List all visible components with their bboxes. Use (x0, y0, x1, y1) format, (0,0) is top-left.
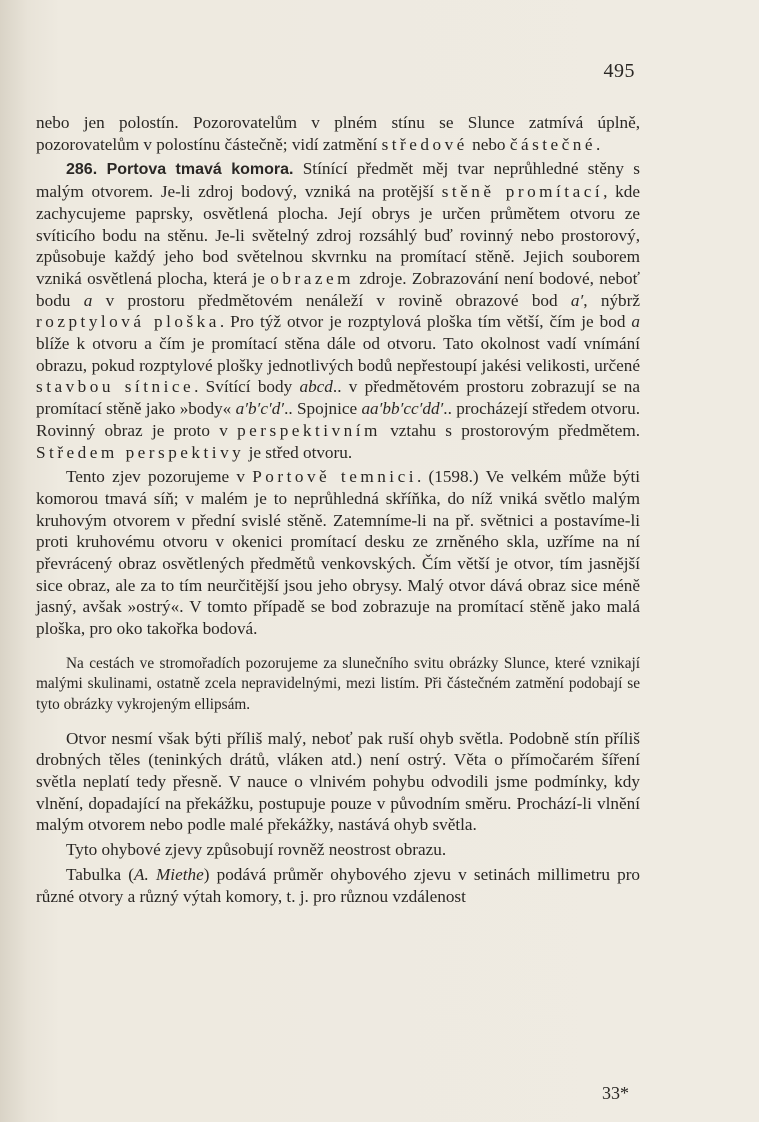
text-run: abcd (299, 377, 333, 397)
text-run: a′b′c′d′ (235, 399, 285, 419)
text-run: částečné (509, 134, 597, 154)
text-run: , nýbrž (583, 290, 640, 310)
text-run: perspektivním (237, 420, 381, 440)
text-run: a′ (570, 290, 584, 310)
text-run: .. procházejí středem otvoru. Rovinný obraz je proto v (36, 399, 640, 440)
text-run: .. v předmětovém prostoru zobrazují se na promítací stěně jako »body« (36, 377, 640, 419)
text-run: a (631, 312, 641, 332)
text-run: nebo jen polostín. Pozorovatelům v plném stínu se Slunce zatmívá úplně, pozorovatelům v polostínu částečně; vidí zatmění (36, 113, 640, 154)
text-run: Na cestách ve stromořadích pozorujeme za slunečního svitu obrázky Slunce, které vznikají malými skulinami, ostatně zcela nepravidelnými, mezi listím. Při částečném zatmění podobají se tyto obrázky vykrojeným ellipsám. (36, 654, 640, 714)
text-run: středové (381, 134, 468, 154)
text-run: . (596, 134, 601, 154)
page-number: 495 (603, 60, 635, 82)
body-text (36, 112, 640, 907)
paragraph-p4 (36, 728, 640, 837)
text-run: .. Spojnice (284, 399, 362, 419)
text-run: . Svítící body (194, 377, 300, 397)
text-run: Portově temnici (252, 467, 417, 487)
paragraph-p5 (36, 839, 640, 861)
paragraph-p6 (36, 864, 640, 907)
text-run: blíže k otvoru a čím je promítací stěna dále od otvoru. Tato okolnost vadí vnímání obrazu, pokud rozptylové plošky jednotlivých bodů nepřestoupí jakési velikosti, určené (36, 334, 640, 375)
text-run: stavbou sítnice (36, 377, 195, 397)
text-run: ) podává průměr ohybového zjevu v setinách millimetru pro různé otvory a různý výtah komory, t. j. pro různou vzdálenost (36, 864, 641, 906)
text-run: Tyto ohybové zjevy způsobují rovněž neostrost obrazu. (66, 840, 447, 860)
text-run: rozptylová ploška (36, 312, 220, 332)
text-run: a (83, 290, 93, 310)
text-run: , kde zachycujeme paprsky, osvětlená plocha. Její obrys je určen průmětem otvoru ze svíticího bodu na stěnu. Je-li světelný zdroj rozsáhlý buď rovinný nebo prostorový, způsobuje každý jeho bod světelnou skvrnku na promítací stěně. Jejich souborem vzniká osvětlená plocha, která je (36, 182, 640, 288)
text-run: Otvor nesmí však býti příliš malý, neboť pak ruší ohyb světla. Podobně stín příliš drobných těles (teninkých drátů, vláken atd.) není ostrý. Věta o přímočarém šíření světla neplatí tedy přesně. V nauce o vlnivém pohybu odvodili jsme podmínky, kdy vlnění, dopadající na překážku, postupuje pouze v původním směru. Prochází-li vlnění malým otvorem nebo podle malé překážky, nastává ohyb světla. (36, 728, 640, 835)
text-run: stěně promítací (441, 182, 604, 202)
text-run: . Pro týž otvor je rozptylová ploška tím větší, čím je bod (219, 312, 632, 332)
text-run: Tabulka ( (66, 864, 135, 884)
text-run: nebo (467, 134, 510, 154)
signature-mark: 33* (602, 1083, 629, 1103)
text-run: v prostoru předmětovém nenáleží v rovině obrazové bod (92, 290, 571, 310)
text-run: je střed otvoru. (244, 442, 353, 462)
paragraph-p2 (36, 466, 640, 640)
text-run: 286. Portova tmavá komora. (66, 161, 294, 179)
text-run: Stínící předmět měj tvar neprůhledné stěny s malým otvorem. Je-li zdroj bodový, vzniká na protější (36, 159, 640, 202)
text-run: aa′bb′cc′dd′ (361, 399, 444, 419)
text-run: . (1598.) Ve velkém může býti komorou tmavá síň; v malém je to neprůhledná skříňka, do níž vniká světlo malým kruhovým otvorem v přední svislé stěně. Zatemníme-li na př. světnici a postavíme-li proti kruhovému otvoru v okenici promítací desku ze zrněného skla, uzříme na ní převrácený obraz osvětlených předmětů venkovských. Čím větší je otvor, tím jasnější sice obraz, ale za to tím neurčitější jsou jeho obrysy. Malý otvor dává obraz sice méně jasný, avšak »ostrý«. V tomto případě se bod zobrazuje na promítací stěně jako malá ploška, pro oko takořka bodová. (36, 467, 640, 639)
text-run: obrazem (270, 268, 354, 288)
text-run: Tento zjev pozorujeme v (66, 467, 253, 487)
text-run: zdroje. Zobrazování není bodové, neboť bodu (36, 268, 640, 310)
text-run: vztahu s prostorovým předmětem. (380, 420, 641, 440)
text-run: A. Miethe (134, 864, 204, 884)
paragraph-p0 (36, 112, 640, 155)
text-run: Středem perspektivy (36, 442, 245, 462)
paragraph-p1 (36, 158, 640, 463)
paragraph-p3 (36, 654, 640, 716)
